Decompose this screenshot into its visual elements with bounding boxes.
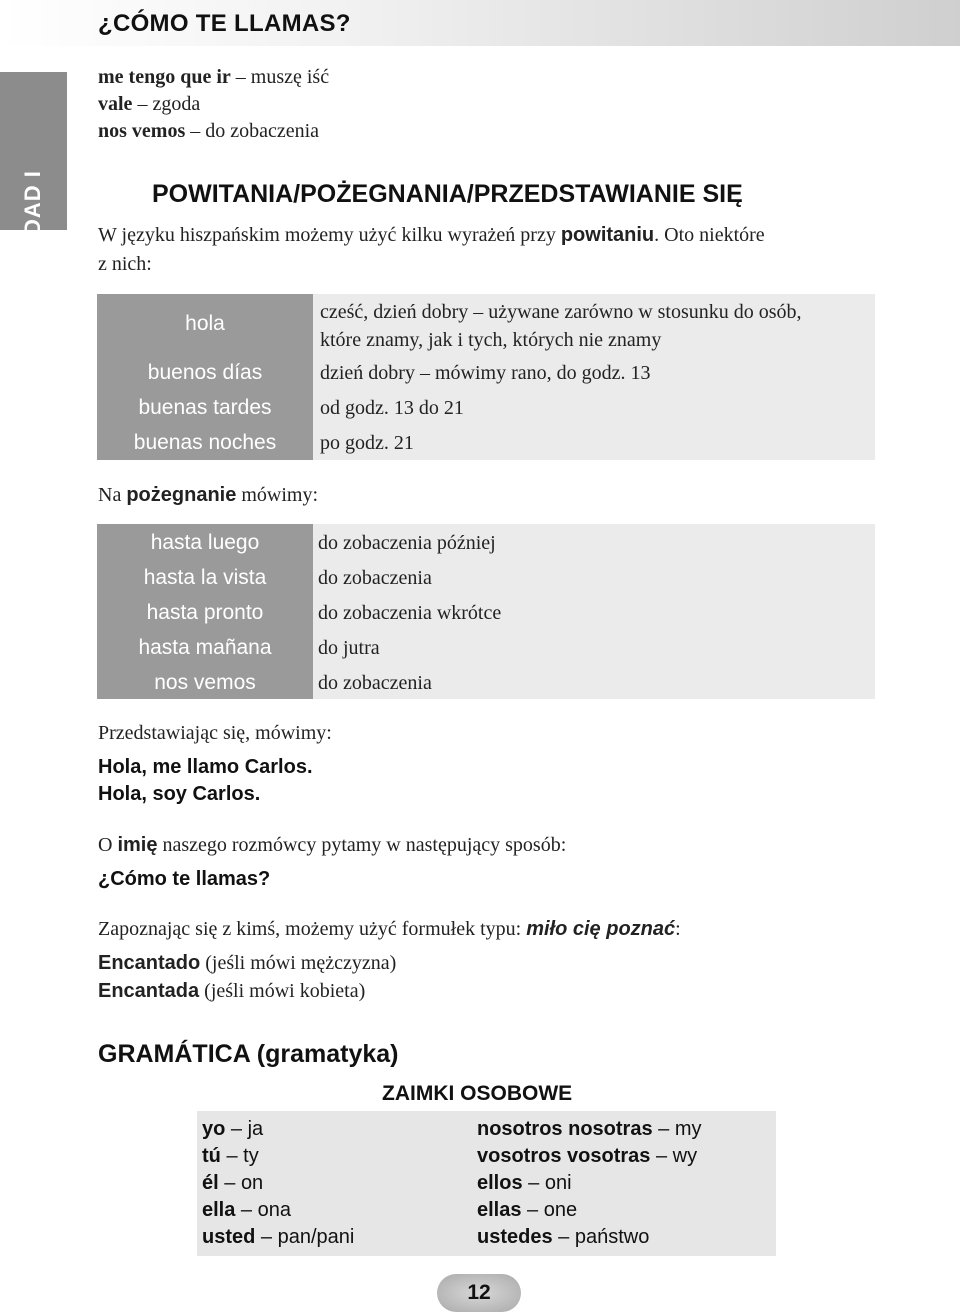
- list-item: tú – ty: [202, 1145, 259, 1167]
- farewell-intro: Na pożegnanie mówimy:: [98, 484, 319, 506]
- table-row: [97, 598, 875, 628]
- vocab-list: [98, 64, 329, 145]
- table-row: [97, 528, 875, 558]
- unit-label: UNIDAD I: [20, 170, 45, 276]
- section-title: POWITANIA/POŻEGNANIA/PRZEDSTAWIANIE SIĘ: [152, 180, 743, 208]
- pronouns-subtitle: ZAIMKI OSOBOWE: [382, 1082, 573, 1105]
- list-item: ellas – one: [477, 1199, 578, 1221]
- greeting-es: buenas noches: [133, 431, 277, 454]
- farewell-es: hasta mañana: [138, 636, 272, 659]
- table-row: [97, 668, 875, 698]
- greeting-pl: od godz. 13 do 21: [320, 397, 464, 419]
- greeting-es: buenas tardes: [138, 396, 272, 419]
- greetings-table: [97, 294, 875, 460]
- table-row: [97, 633, 875, 663]
- list-item: él – on: [202, 1172, 264, 1194]
- intro-paragraph: W języku hiszpańskim możemy użyć kilku wyrażeń przy powitaniu. Oto niektóre z nich:: [98, 224, 765, 275]
- farewell-pl: do zobaczenia: [318, 672, 432, 694]
- intro-self-label: Przedstawiając się, mówimy:: [98, 722, 332, 744]
- vocab-item: vale – zgoda: [98, 93, 201, 115]
- list-item: yo – ja: [202, 1118, 264, 1140]
- greeting-pl: dzień dobry – mówimy rano, do godz. 13: [320, 362, 651, 384]
- farewell-es: hasta pronto: [146, 601, 264, 624]
- list-item: ellos – oni: [477, 1172, 572, 1194]
- list-item: vosotros vosotras – wy: [477, 1145, 698, 1167]
- farewell-es: nos vemos: [154, 671, 256, 694]
- farewell-es: hasta la vista: [143, 566, 267, 589]
- unit-tab: [0, 72, 67, 276]
- meeting-feminine: Encantada (jeśli mówi kobieta): [98, 980, 366, 1002]
- list-item: ustedes – państwo: [477, 1226, 650, 1248]
- vocab-item: nos vemos – do zobaczenia: [98, 120, 320, 142]
- grammar-title: GRAMÁTICA (gramatyka): [98, 1040, 399, 1068]
- farewells-table: [97, 524, 875, 699]
- farewell-pl: do zobaczenia: [318, 567, 432, 589]
- page-number: 12: [437, 1274, 521, 1312]
- table-row: [97, 393, 875, 423]
- list-item: nosotros nosotras – my: [477, 1118, 702, 1140]
- vocab-item: me tengo que ir – muszę iść: [98, 66, 330, 88]
- farewell-pl: do zobaczenia wkrótce: [318, 602, 502, 624]
- page-title: ¿CÓMO TE LLAMAS?: [98, 10, 351, 37]
- name-question-phrase: ¿Cómo te llamas?: [98, 868, 271, 890]
- farewell-pl: do jutra: [318, 637, 380, 659]
- list-item: ella – ona: [202, 1199, 291, 1221]
- table-row: [97, 428, 875, 458]
- list-item: usted – pan/pani: [202, 1226, 355, 1248]
- farewell-pl: do zobaczenia później: [318, 532, 496, 554]
- table-row: [97, 296, 875, 354]
- name-question-paragraph: O imię naszego rozmówcy pytamy w następujący sposób:: [98, 834, 567, 856]
- greeting-es: hola: [185, 312, 225, 335]
- pronouns-singular: [202, 1116, 354, 1251]
- meeting-masculine: Encantado (jeśli mówi mężczyzna): [98, 952, 397, 974]
- intro-self-phrase: Hola, me llamo Carlos.: [98, 756, 313, 778]
- greeting-es: buenos días: [147, 361, 263, 384]
- greeting-pl: po godz. 21: [320, 432, 414, 454]
- greeting-pl: cześć, dzień dobry – używane zarówno w stosunku do osób, które znamy, jak i tych, których nie znamy: [320, 301, 802, 351]
- pronouns-plural: [477, 1116, 702, 1251]
- farewell-es: hasta luego: [150, 531, 260, 554]
- meeting-paragraph: Zapoznając się z kimś, możemy użyć formułek typu: miło cię poznać:: [98, 918, 681, 940]
- table-row: [97, 358, 875, 388]
- intro-self-phrase: Hola, soy Carlos.: [98, 783, 261, 805]
- table-row: [97, 563, 875, 593]
